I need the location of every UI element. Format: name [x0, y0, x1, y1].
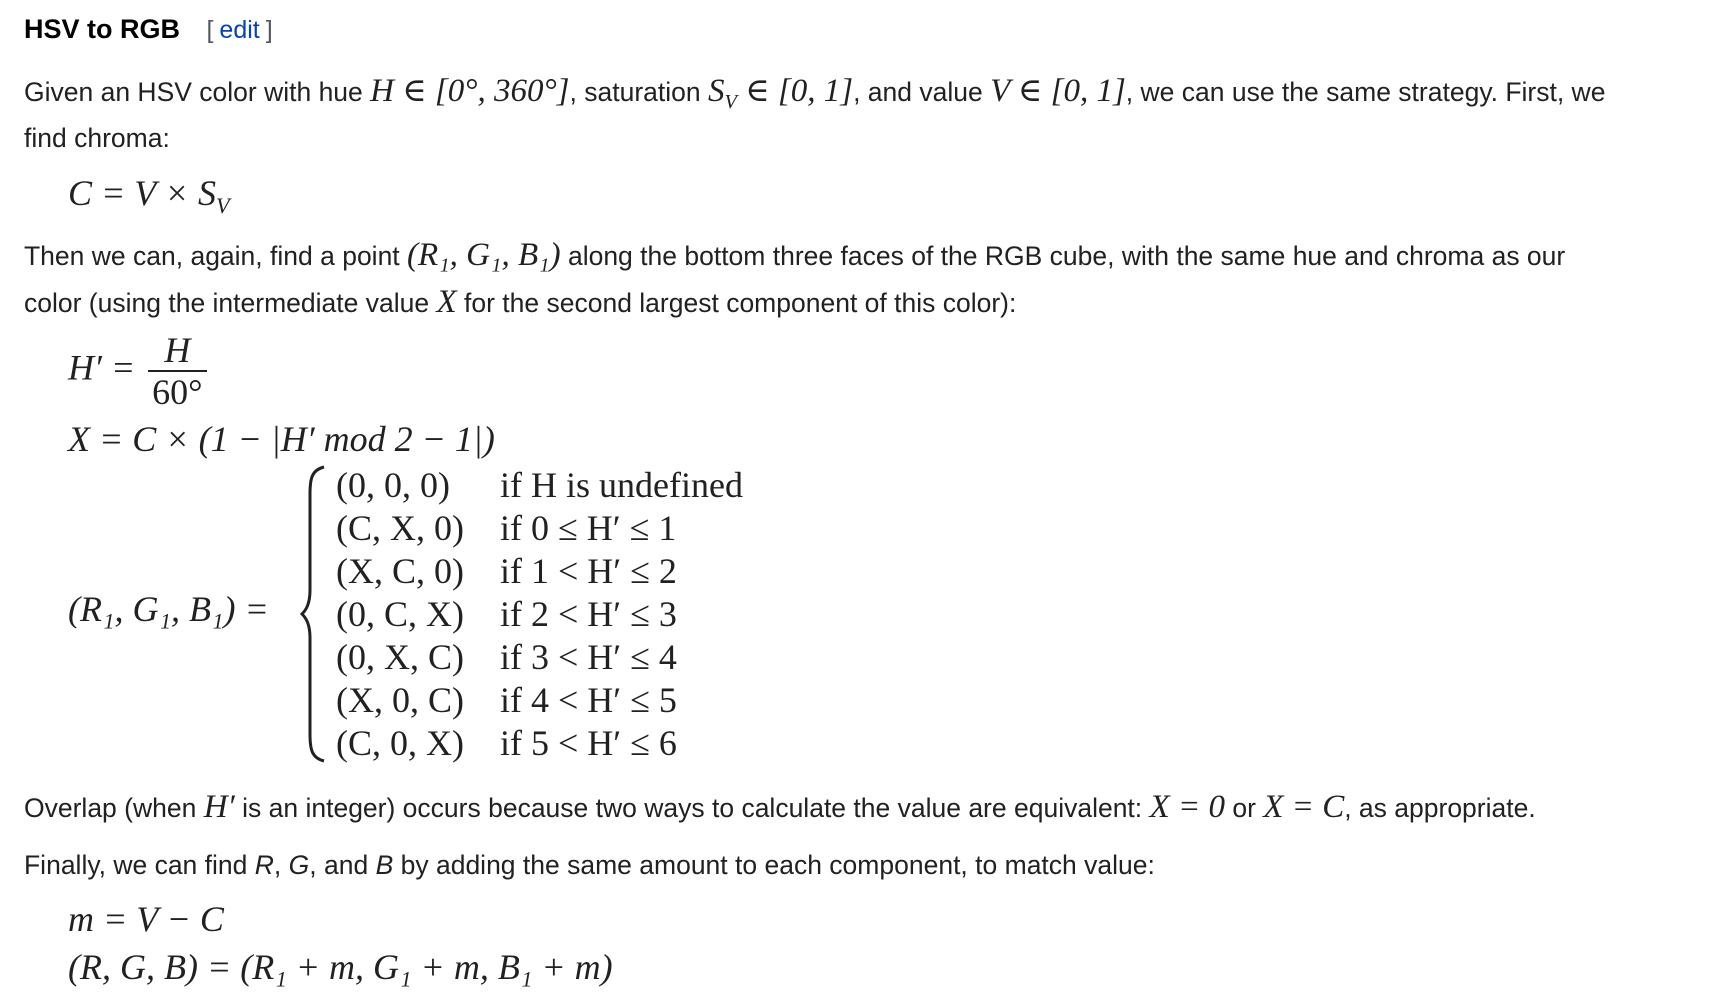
- section-title: HSV to RGB: [24, 14, 181, 44]
- case-condition: if 4 < H′ ≤ 5: [500, 680, 677, 720]
- paragraph-intro: [24, 68, 1704, 161]
- text: for the second largest component of this color):: [456, 288, 1017, 318]
- equation-m: [68, 898, 224, 940]
- math-value-range: V ∈ [0, 1]: [990, 73, 1126, 109]
- math-saturation-range: [707, 73, 854, 114]
- text: along the bottom three faces of the RGB cube, with the same hue and chroma as our: [560, 241, 1566, 271]
- math-x: X: [436, 284, 457, 320]
- text: , and value: [853, 77, 991, 107]
- case-tuple: (X, 0, C): [336, 680, 464, 720]
- text: color (using the intermediate value: [24, 288, 437, 318]
- text: Finally, we can find: [24, 850, 255, 880]
- text: or: [1224, 793, 1264, 823]
- case-tuple: (0, 0, 0): [336, 465, 450, 505]
- case-tuple: (X, C, 0): [336, 551, 464, 591]
- text: find chroma:: [24, 123, 170, 153]
- fraction-denominator: 60°: [152, 372, 203, 412]
- case-condition: if 0 ≤ H′ ≤ 1: [500, 508, 677, 548]
- left-brace: [300, 464, 330, 764]
- math-s: S: [707, 73, 725, 109]
- case-tuple: (C, X, 0): [336, 508, 464, 548]
- case-condition: if 5 < H′ ≤ 6: [500, 723, 677, 763]
- equation-text: m = V − C: [68, 899, 224, 939]
- case-row: [336, 550, 677, 592]
- case-row: [336, 679, 677, 721]
- case-row: [336, 464, 743, 506]
- case-row: [336, 593, 677, 635]
- text: ,: [273, 850, 289, 880]
- var-r: R: [254, 850, 274, 880]
- equation-text: (R₁, G₁, B₁) =: [68, 589, 269, 629]
- case-tuple: (0, C, X): [336, 594, 464, 634]
- text: , saturation: [569, 77, 708, 107]
- equation-lhs: H′ =: [68, 347, 136, 388]
- section-heading: [24, 14, 273, 45]
- fraction-numerator: [148, 330, 206, 372]
- text: Given an HSV color with hue: [24, 77, 371, 107]
- equation-text: C = V × S: [68, 173, 216, 213]
- edit-section: [206, 16, 272, 44]
- case-tuple: (C, 0, X): [336, 723, 464, 763]
- text: is an integer) occurs because two ways to calculate the value are equivalent:: [234, 793, 1150, 823]
- numerator-text: H: [164, 330, 191, 370]
- text: by adding the same amount to each component, to match value:: [393, 850, 1155, 880]
- equation-chroma: [68, 172, 230, 218]
- math-point: (R₁, G₁, B₁): [407, 237, 561, 273]
- case-row: [336, 507, 676, 549]
- equation-hprime: [68, 330, 211, 412]
- edit-bracket-open: [: [206, 16, 214, 44]
- math-sub-v: V: [724, 91, 737, 114]
- text: Then we can, again, find a point: [24, 241, 408, 271]
- case-condition: if H is undefined: [500, 465, 743, 505]
- case-row: [336, 722, 677, 764]
- text: , we can use the same strategy. First, we: [1125, 77, 1606, 107]
- var-b: B: [375, 850, 394, 880]
- text: , and: [309, 850, 376, 880]
- math-x-zero: X = 0: [1149, 789, 1225, 825]
- equation-text: (R, G, B) = (R₁ + m, G₁ + m, B₁ + m): [68, 947, 613, 987]
- text: Overlap (when: [24, 793, 204, 823]
- var-g: G: [288, 850, 310, 880]
- edit-link[interactable]: edit: [219, 16, 260, 44]
- paragraph-point: [24, 232, 1704, 326]
- case-condition: if 1 < H′ ≤ 2: [500, 551, 677, 591]
- edit-bracket-close: ]: [265, 16, 273, 44]
- paragraph-overlap: [24, 784, 1704, 831]
- math-hprime: H′: [203, 789, 235, 825]
- text: , as appropriate.: [1344, 793, 1536, 823]
- math-range: ∈ [0, 1]: [736, 73, 854, 109]
- equation-x: [68, 418, 495, 460]
- case-condition: if 2 < H′ ≤ 3: [500, 594, 677, 634]
- math-x-c: X = C: [1263, 789, 1345, 825]
- case-tuple: (0, X, C): [336, 637, 464, 677]
- equation-sub: V: [215, 192, 230, 218]
- equation-rgb: [68, 946, 613, 988]
- equation-text: X = C × (1 − |H′ mod 2 − 1|): [68, 419, 495, 459]
- fraction: [148, 330, 206, 412]
- paragraph-finally: [24, 842, 1704, 888]
- case-condition: if 3 < H′ ≤ 4: [500, 637, 677, 677]
- math-hue-range: H ∈ [0°, 360°]: [370, 73, 570, 109]
- case-row: [336, 636, 677, 678]
- cases-lhs: [68, 588, 269, 630]
